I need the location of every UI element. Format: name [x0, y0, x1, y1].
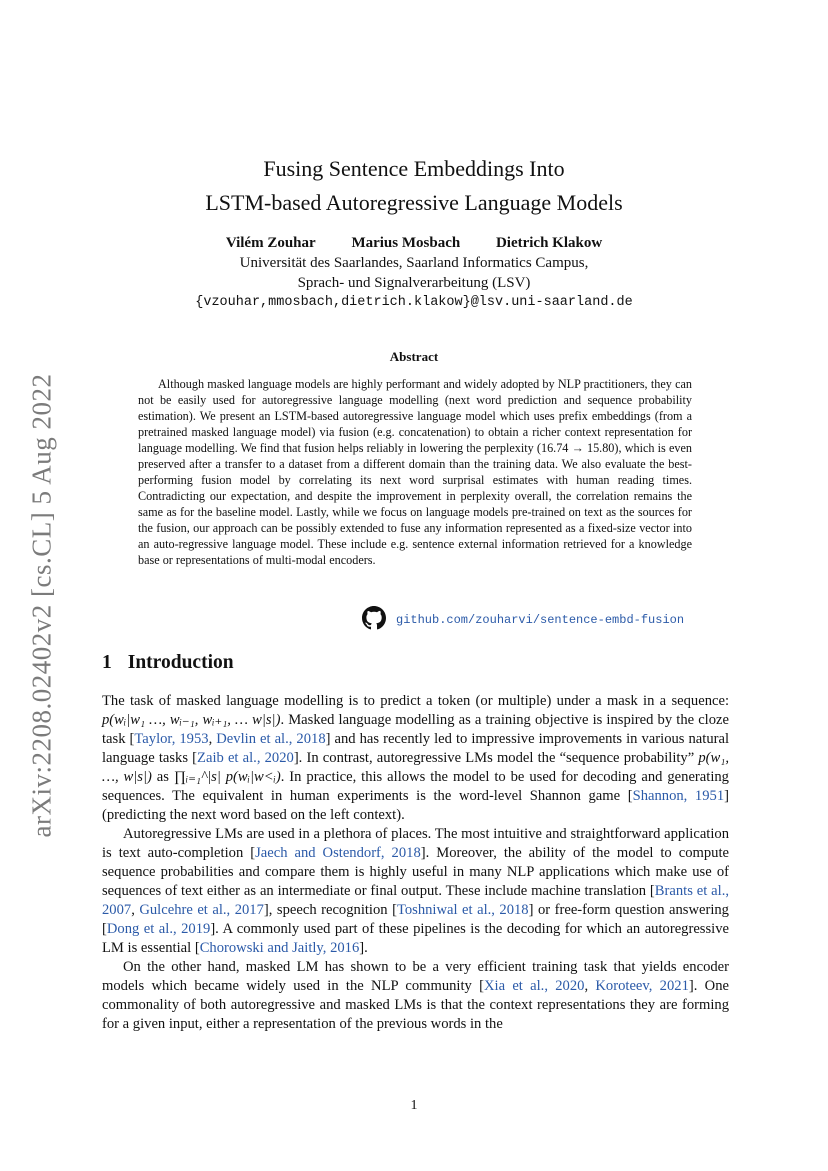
affiliation-line-1: Universität des Saarlandes, Saarland Informatics Campus, [239, 255, 589, 271]
math-expression: p(w₁, …, w|s|) [102, 750, 729, 785]
text-run: ] (predicting the next word based on the left context). [102, 788, 729, 823]
title-line-2: LSTM-based Autoregressive Language Models [205, 190, 623, 215]
text-run: , [208, 731, 217, 747]
section-heading-introduction [102, 652, 234, 674]
paper-title [0, 152, 828, 220]
citation-link[interactable]: Chorowski and Jaitly, 2016 [199, 940, 360, 956]
citation-link[interactable]: Jaech and Ostendorf, 2018 [255, 845, 421, 861]
affiliation [0, 253, 828, 313]
citation-link[interactable]: Taylor, 1953 [134, 731, 209, 747]
citation-link[interactable]: Dong et al., 2019 [106, 921, 211, 937]
text-run: ]. [359, 940, 368, 956]
arxiv-stamp [22, 365, 62, 845]
abstract-heading: Abstract [389, 349, 439, 364]
citation-link[interactable]: Koroteev, 2021 [595, 978, 689, 994]
github-repo-link[interactable] [362, 608, 684, 632]
text-run: . Masked language modelling as a training objective is inspired by the cloze task [ [102, 712, 729, 747]
github-url[interactable]: github.com/zouharvi/sentence-embd-fusion [396, 613, 685, 627]
introduction-body [102, 692, 729, 1034]
citation-link[interactable]: Brants et al., 2007 [102, 883, 730, 918]
text-run: ], speech recognition [ [263, 902, 397, 918]
affiliation-line-2: Sprach- und Signalverarbeitung (LSV) [297, 275, 531, 291]
text-run: , [131, 902, 140, 918]
text-run: ] or free-form question answering [ [102, 902, 729, 937]
text-run: . In practice, this allows the model to be used for decoding and generating sequences. The equivalent in human experiments is the word-level Shannon game [ [102, 769, 729, 804]
abstract-text: Although masked language models are highly performant and widely adopted by NLP practitioners, they can not be easily used for autoregressive language modelling (next word prediction and sequence probability estimation). We present an LSTM-based autoregressive language model which uses prefix embeddings (from a pretrained masked language model) via fusion (e.g. concatenation) to obtain a richer context representation for language modelling. We find that fusion helps reliably in lowering the perplexity (16.74 → 15.80), which is even preserved after a transfer to a dataset from a different domain than the training data. We also evaluate the best-performing fusion model by correlating its next word surprisal estimates with human reading times. Contradicting our expectation, and despite the improvement in perplexity overall, the correlation remains the same as for the baseline model. Lastly, while we focus on language models pre-trained on text as the sources for the fusion, our approach can be possibly extended to fuse any information represented as a fixed-size vector into an auto-regressive language model. These include e.g. sentence external information retrieved for a knowledge base or representations of multi-modal encoders. [138, 377, 692, 567]
text-run: On the other hand, masked LM has shown to be a very efficient training task that yields encoder models which became widely used in the NLP community [ [102, 959, 729, 994]
author-name: Marius Mosbach [351, 235, 461, 251]
text-run: Autoregressive LMs are used in a plethora of places. The most intuitive and straightforward application is text auto-completion [ [102, 826, 729, 861]
citation-link[interactable]: Zaib et al., 2020 [197, 750, 294, 766]
math-expression: ∏ᵢ₌₁^|s| p(wᵢ|w<ᵢ) [173, 769, 281, 785]
author-list [0, 232, 828, 254]
citation-link[interactable]: Toshniwal et al., 2018 [396, 902, 529, 918]
text-run: ] and has recently led to impressive improvements in various natural language tasks [ [102, 731, 730, 766]
section-title: Introduction [127, 652, 234, 673]
text-run: , [584, 978, 596, 994]
text-run: The task of masked language modelling is to predict a token (or multiple) under a mask in a sequence: [102, 693, 729, 709]
title-line-1: Fusing Sentence Embeddings Into [263, 156, 565, 181]
citation-link[interactable]: Gulcehre et al., 2017 [139, 902, 264, 918]
author-emails: {vzouhar,mmosbach,dietrich.klakow}@lsv.uni-saarland.de [195, 295, 633, 310]
paragraph-1 [102, 692, 729, 825]
arxiv-stamp-text: arXiv:2208.02402v2 [cs.CL] 5 Aug 2022 [26, 373, 57, 837]
citation-link[interactable]: Shannon, 1951 [632, 788, 725, 804]
author-name: Vilém Zouhar [225, 235, 316, 251]
text-run: ]. A commonly used part of these pipelines is the decoding for which an autoregressive LM is essential [ [102, 921, 729, 956]
paragraph-2 [102, 825, 729, 958]
section-number: 1 [102, 652, 112, 673]
paragraph-3 [102, 958, 729, 1034]
citation-link[interactable]: Devlin et al., 2018 [216, 731, 326, 747]
text-run: ]. One commonality of both autoregressive and masked LMs is that the context representations they are forming for a given input, either a representation of the previous words in the [102, 978, 729, 1032]
citation-link[interactable]: Xia et al., 2020 [483, 978, 585, 994]
text-run: as [151, 769, 174, 785]
text-run: ]. In contrast, autoregressive LMs model the “sequence probability” [293, 750, 699, 766]
math-expression: p(wᵢ|w₁ …, wᵢ₋₁, wᵢ₊₁, … w|s|) [102, 712, 281, 728]
page-number: 1 [410, 1098, 418, 1113]
github-icon [362, 606, 386, 635]
text-run: ]. Moreover, the ability of the model to compute sequence probabilities and compare them is highly useful in many NLP applications which make use of sequences of text either as an intermediate or final output. These include machine translation [ [102, 845, 729, 899]
author-name: Dietrich Klakow [495, 235, 603, 251]
